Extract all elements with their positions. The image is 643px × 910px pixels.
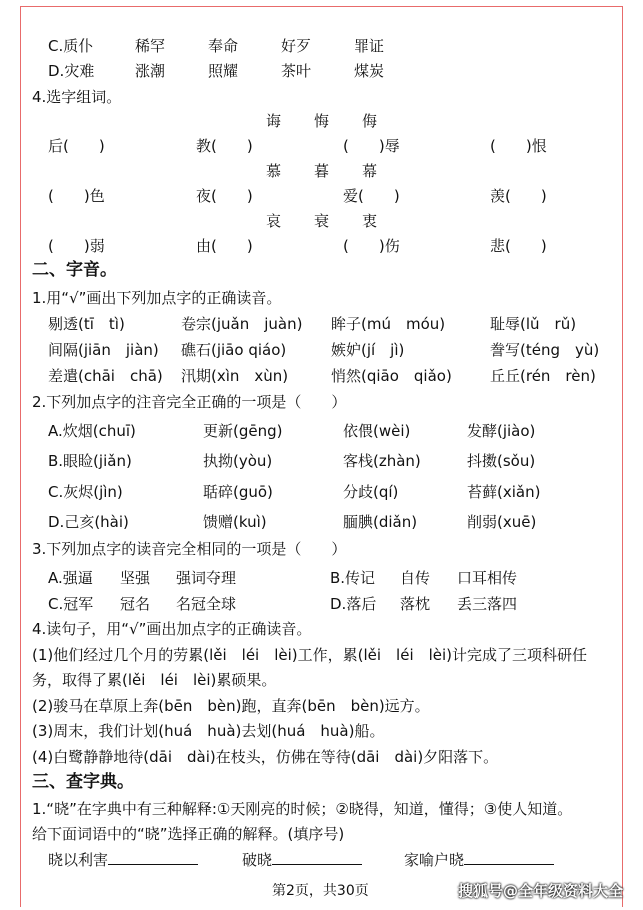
pinyin-item: 丘丘(rén rèn) (490, 367, 596, 385)
fill-item: 晓以利害 (48, 850, 198, 870)
word: 罪证 (354, 37, 385, 55)
char-option: 衰 (314, 212, 330, 230)
blank-item: 后( ) (48, 137, 105, 155)
choice-item: 依偎(wèi) (343, 422, 411, 440)
fill-item: 破晓 (242, 850, 362, 870)
q4-title: 4.选字组词。 (32, 88, 122, 106)
word: 好歹 (281, 37, 312, 55)
section-title: 三、查字典。 (32, 772, 134, 792)
choice-item: C.灰烬(jìn) (48, 483, 123, 501)
char-option: 哀 (266, 212, 282, 230)
pinyin-item: 誊写(téng yù) (490, 341, 600, 359)
blank-item: ( )辱 (343, 137, 400, 155)
char-option: 诲 (266, 112, 282, 130)
blank-item: ( )恨 (490, 137, 547, 155)
sentence-line: 务，取得了累(lěi léi lèi)累硕果。 (32, 671, 277, 689)
char-option: 慕 (266, 162, 282, 180)
word: 冠名 (120, 595, 151, 613)
answer-blank[interactable] (272, 850, 362, 865)
char-option: 暮 (314, 162, 330, 180)
watermark: 搜狐号@全年级资料大全 (458, 882, 624, 900)
pinyin-item: 卷宗(juǎn juàn) (181, 315, 303, 333)
choice-item: 馈赠(kuì) (203, 513, 267, 531)
pinyin-item: 剔透(tī tì) (48, 315, 125, 333)
pinyin-item: 间隔(jiān jiàn) (48, 341, 159, 359)
word: C.冠军 (48, 595, 94, 613)
word: D.灾难 (48, 62, 95, 80)
choice-item: 腼腆(diǎn) (343, 513, 418, 531)
word: 煤炭 (354, 62, 385, 80)
question-text: 2.下列加点字的注音完全正确的一项是（ ） (32, 393, 347, 411)
word: 强词夺理 (176, 569, 237, 587)
blank-item: 羡( ) (490, 187, 547, 205)
choice-item: 执拗(yòu) (203, 452, 273, 470)
pinyin-item: 眸子(mú móu) (331, 315, 446, 333)
choice-item: 抖擞(sǒu) (467, 452, 536, 470)
answer-blank[interactable] (464, 850, 554, 865)
question-text: 4.读句子，用“√”画出加点字的正确读音。 (32, 620, 312, 638)
blank-item: ( )弱 (48, 237, 105, 255)
char-option: 衷 (362, 212, 378, 230)
word: A.强逼 (48, 569, 93, 587)
word: C.质仆 (48, 37, 94, 55)
question-text: 3.下列加点字的读音完全相同的一项是（ ） (32, 540, 347, 558)
choice-item: 更新(gēng) (203, 422, 283, 440)
word: 奉命 (208, 37, 239, 55)
word: 茶叶 (281, 62, 312, 80)
word: D.落后 (330, 595, 377, 613)
choice-item: D.己亥(hài) (48, 513, 129, 531)
blank-item: 教( ) (196, 137, 253, 155)
char-option: 幕 (362, 162, 378, 180)
blank-item: ( )伤 (343, 237, 400, 255)
question-text: 1.“晓”在字典中有三种解释:①天刚亮的时候；②晓得，知道，懂得；③使人知道。 (32, 800, 573, 818)
word: 稀罕 (135, 37, 166, 55)
pinyin-item: 嫉妒(jí jì) (331, 341, 405, 359)
blank-item: 悲( ) (490, 237, 547, 255)
choice-item: 聒碎(guō) (203, 483, 273, 501)
question-text: 1.用“√”画出下列加点字的正确读音。 (32, 289, 282, 307)
word: 照耀 (208, 62, 239, 80)
word: 自传 (400, 569, 431, 587)
pinyin-item: 差遣(chāi chā) (48, 367, 163, 385)
choice-item: 削弱(xuē) (467, 513, 537, 531)
answer-blank[interactable] (108, 850, 198, 865)
word: 口耳相传 (457, 569, 518, 587)
sentence-line: (3)周末，我们计划(huá huà)去划(huá huà)船。 (32, 722, 385, 740)
blank-item: 爱( ) (343, 187, 400, 205)
choice-item: 苔藓(xiǎn) (467, 483, 541, 501)
section-title: 二、字音。 (32, 260, 117, 280)
sentence-line: (1)他们经过几个月的劳累(lěi léi lèi)工作，累(lěi léi lèi)计完成了三项科研任 (32, 646, 588, 664)
word: B.传记 (330, 569, 376, 587)
word: 名冠全球 (176, 595, 237, 613)
blank-item: 由( ) (196, 237, 253, 255)
pinyin-item: 耻辱(lǔ rǔ) (490, 315, 577, 333)
choice-item: 客栈(zhàn) (343, 452, 421, 470)
choice-item: 分歧(qí) (343, 483, 399, 501)
choice-item: B.眼睑(jiǎn) (48, 452, 132, 470)
choice-item: 发酵(jiào) (467, 422, 536, 440)
pinyin-item: 礁石(jiāo qiáo) (181, 341, 287, 359)
sentence-line: (4)白鹭静静地待(dāi dài)在枝头，仿佛在等待(dāi dài)夕阳落下。 (32, 748, 499, 766)
char-option: 侮 (362, 112, 378, 130)
word: 坚强 (120, 569, 151, 587)
word: 涨潮 (135, 62, 166, 80)
fill-item: 家喻户晓 (404, 850, 554, 870)
char-option: 悔 (314, 112, 330, 130)
word: 落枕 (400, 595, 431, 613)
page-number: 第2页，共30页 (272, 883, 369, 899)
blank-item: ( )色 (48, 187, 105, 205)
word: 丢三落四 (457, 595, 518, 613)
pinyin-item: 悄然(qiāo qiǎo) (331, 367, 452, 385)
blank-item: 夜( ) (196, 187, 253, 205)
choice-item: A.炊烟(chuī) (48, 422, 136, 440)
pinyin-item: 汛期(xìn xùn) (181, 367, 289, 385)
sentence-line: (2)骏马在草原上奔(bēn bèn)跑，直奔(bēn bèn)远方。 (32, 697, 430, 715)
question-text: 给下面词语中的“晓”选择正确的解释。(填序号) (32, 825, 345, 843)
